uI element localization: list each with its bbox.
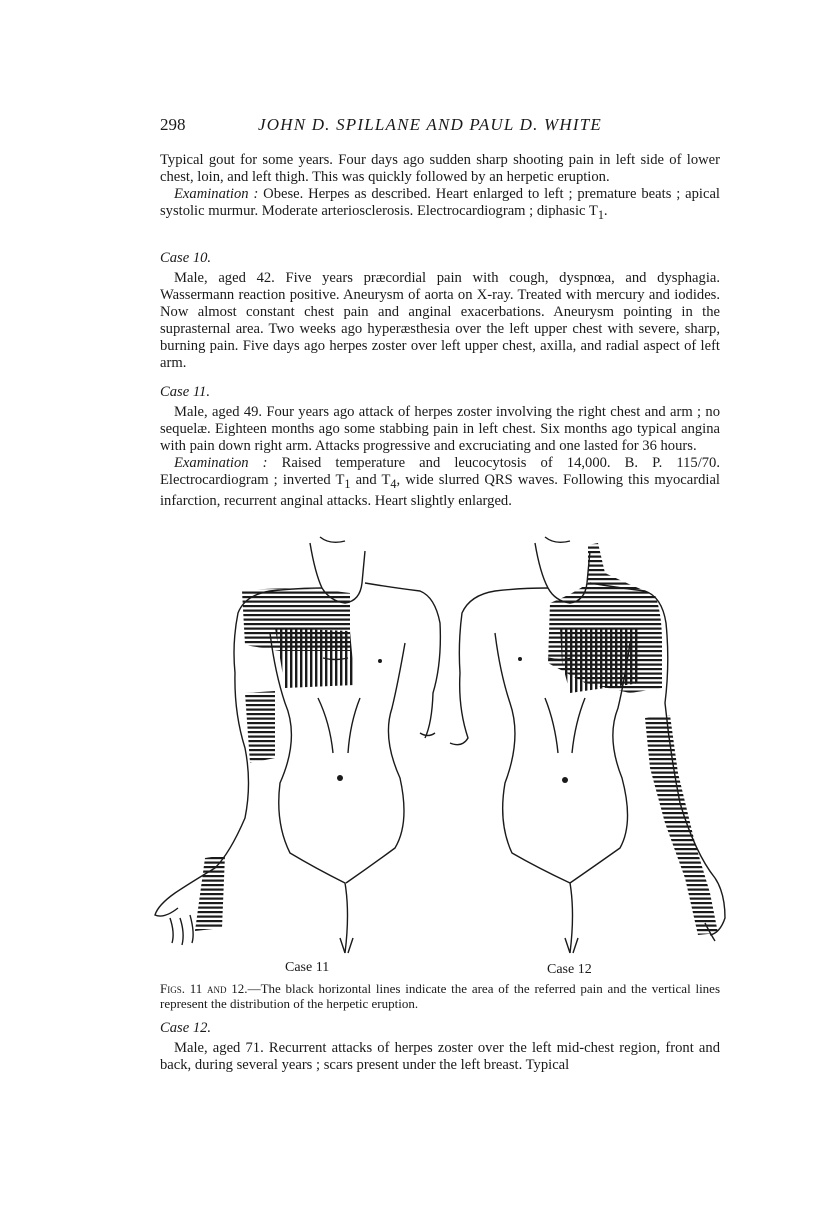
case-10-text-block: [160, 270, 720, 372]
case-11-heading: Case 11.: [160, 384, 210, 400]
examination-text-c: , wide slurred QRS waves. Following this myocardial infarction, recurrent anginal attacks. Heart slightly enlarged.: [160, 472, 720, 509]
case-history-paragraph: Typical gout for some years. Four days ago sudden sharp shooting pain in left side of lower chest, loin, and left thigh. This was quickly followed by an herpetic eruption.: [160, 152, 720, 185]
case-11-referred-pain-arm: [245, 691, 275, 763]
subscript-1: 1: [344, 476, 351, 491]
examination-label: Examination :: [174, 186, 259, 202]
page-number: 298: [160, 115, 186, 134]
examination-paragraph: [160, 186, 720, 224]
case-10-text: Male, aged 42. Five years præcordial pain with cough, dyspnœa, and dysphagia. Wassermann reaction positive. Aneurysm of aorta on X-ray. Treated with mercury and iodides. Now almost constant chest pain and anginal exacerbations. Aneurysm pointing in the suprasternal area. Two weeks ago hyperæsthesia over the left upper chest with severe, sharp, burning pain. Five days ago herpes zoster over left upper chest, axilla, and radial aspect of left arm.: [160, 270, 720, 371]
case-12-text: Male, aged 71. Recurrent attacks of herpes zoster over the left mid-chest region, front and back, during several years ; scars present under the left breast. Typical: [160, 1040, 720, 1073]
case-12-heading: Case 12.: [160, 1020, 212, 1036]
figure-label-case-11: Case 11: [285, 960, 330, 975]
caption-prefix: Figs. 11 and 12.: [160, 981, 248, 996]
case-12-nipple: [518, 657, 522, 661]
case-12-referred-pain-arm: [645, 715, 718, 935]
case-12-text-block: [160, 1040, 720, 1074]
examination-text: Obese. Herpes as described. Heart enlarged to left ; premature beats ; apical systolic murmur. Moderate arteriosclerosis. Electrocardiogram ; diphasic T: [160, 186, 720, 219]
case-11-referred-pain-hand: [195, 855, 225, 931]
case-11-text-block: [160, 404, 720, 510]
examination-text-a: Raised temperature and leucocytosis of 14,000. B. P. 115/70. Electrocardiogram ; inverted T: [160, 455, 720, 488]
case-10-heading: Case 10.: [160, 250, 212, 266]
body-outline-drawings: [150, 533, 730, 978]
case-12-herpetic-eruption: [560, 628, 640, 693]
figure-caption: [160, 981, 720, 1011]
body-diagram-figure: [150, 533, 730, 978]
examination-text-b: and T: [350, 472, 391, 488]
running-title: JOHN D. SPILLANE AND PAUL D. WHITE: [258, 115, 602, 134]
case-11-text: Male, aged 49. Four years ago attack of herpes zoster involving the right chest and arm ; no sequelæ. Eighteen months ago some stabbing pain in left chest. Six months ago typical angina with pain down right arm. Attacks progressive and excruciating and one lasted for 36 hours.: [160, 404, 720, 454]
page-header: [160, 115, 720, 141]
examination-label: Examination :: [174, 455, 268, 471]
examination-end: .: [603, 203, 608, 219]
subscript: 1: [597, 207, 604, 222]
subscript-4: 4: [390, 476, 397, 491]
continued-case-text: [160, 152, 720, 224]
caption-text: —The black horizontal lines indicate the area of the referred pain and the vertical lines represent the distribution of the herpetic eruption.: [160, 981, 721, 1011]
case-12-navel: [562, 777, 568, 783]
case-11-herpetic-eruption: [275, 628, 355, 688]
figure-label-case-12: Case 12: [547, 962, 592, 977]
case-11-examination: [160, 455, 720, 510]
case-11-nipple: [378, 659, 382, 663]
case-11-navel: [337, 775, 343, 781]
